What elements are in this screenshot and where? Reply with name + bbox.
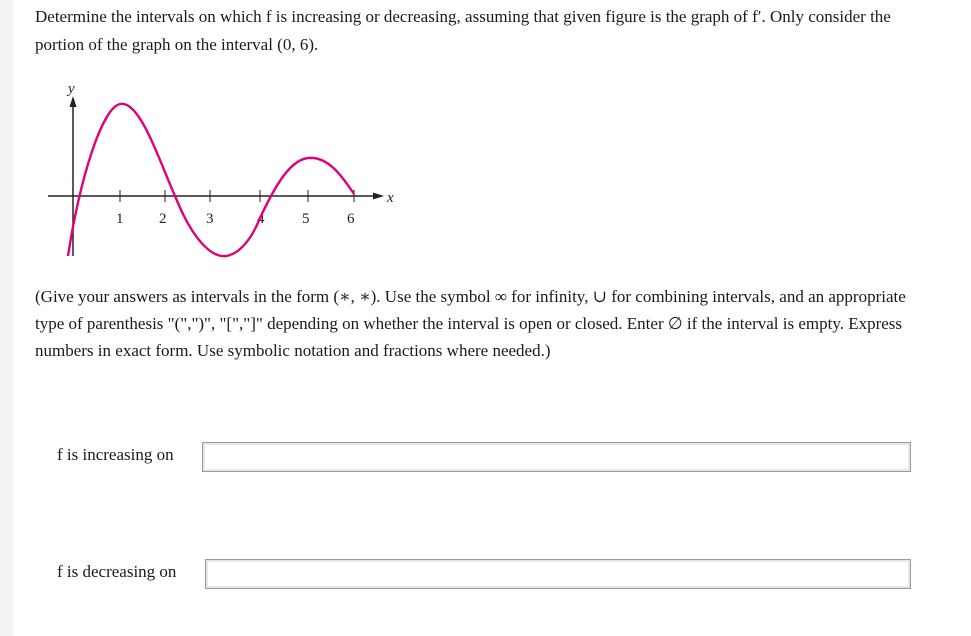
increasing-label: f is increasing on bbox=[57, 445, 174, 464]
x-tick-label-3: 3 bbox=[206, 211, 214, 227]
problem-line-2: portion of the graph on the interval (0, 6). bbox=[35, 35, 319, 54]
x-tick-label-4: 4 bbox=[257, 211, 265, 227]
problem-line-1: Determine the intervals on which f is increasing or decreasing, assuming that given figure is the graph of f′. Only consider the bbox=[35, 7, 891, 26]
decreasing-label: f is decreasing on bbox=[57, 562, 177, 581]
instructions bbox=[35, 283, 960, 364]
y-axis-arrow bbox=[70, 96, 77, 107]
x-axis-arrow bbox=[373, 193, 384, 200]
x-tick-label-1: 1 bbox=[116, 211, 124, 227]
x-tick-label-5: 5 bbox=[302, 211, 310, 227]
increasing-answer-row bbox=[57, 442, 917, 472]
instructions-line-2: type of parenthesis "(",")", "[","]" depending on whether the interval is open or closed. Enter ∅ if the interval is empty. Express bbox=[35, 314, 903, 333]
instructions-line-1: (Give your answers as intervals in the form (∗, ∗). Use the symbol ∞ for infinity, ∪ for combining intervals, and an appropriate bbox=[35, 287, 906, 306]
x-tick-label-6: 6 bbox=[347, 211, 355, 227]
x-tick-label-2: 2 bbox=[159, 211, 167, 227]
increasing-input[interactable] bbox=[202, 442, 911, 472]
y-axis-label: y bbox=[68, 81, 75, 97]
decreasing-answer-row bbox=[57, 559, 917, 589]
x-axis-label: x bbox=[387, 190, 394, 206]
problem-statement bbox=[35, 3, 960, 59]
derivative-curve bbox=[68, 104, 354, 256]
left-margin-bar bbox=[0, 0, 13, 636]
instructions-line-3: numbers in exact form. Use symbolic notation and fractions where needed.) bbox=[35, 341, 551, 360]
derivative-graph bbox=[40, 78, 400, 268]
decreasing-input[interactable] bbox=[205, 559, 911, 589]
